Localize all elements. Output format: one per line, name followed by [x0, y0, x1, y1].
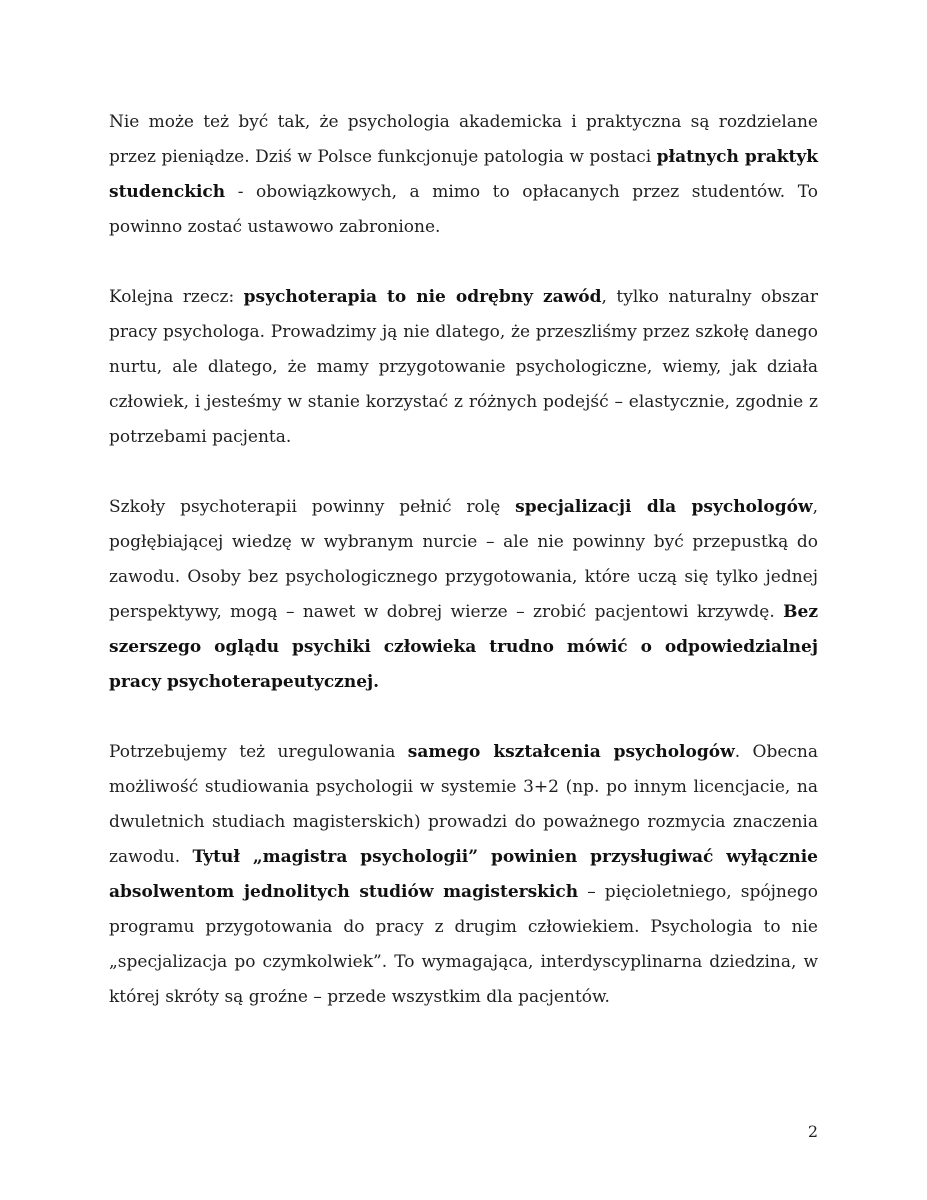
paragraph-4 — [109, 735, 818, 1015]
bold-text-run: psychoterapia to nie odrębny zawód — [243, 287, 602, 307]
text-run: Szkoły psychoterapii powinny pełnić rolę — [109, 497, 516, 517]
paragraph-3 — [109, 490, 818, 700]
document-body — [109, 105, 818, 1050]
bold-text-run: samego kształcenia psychologów — [407, 742, 735, 762]
text-run: , tylko naturalny obszar pracy psychologa. Prowadzimy ją nie dlatego, że przeszliśmy przez szkołę danego nurtu, ale dlatego, że mamy przygotowanie psychologiczne, wiemy, jak działa człowiek, i jesteśmy w stanie korzystać z różnych podejść – elastycznie, zgodnie z potrzebami pacjenta. — [109, 287, 818, 447]
bold-text-run: Bez szerszego oglądu psychiki człowieka trudno mówić o odpowiedzialnej pracy psychoterapeutycznej. — [109, 602, 818, 692]
text-run: Kolejna rzecz: — [109, 287, 244, 307]
paragraph-2 — [109, 280, 818, 455]
text-run: Potrzebujemy też uregulowania — [109, 742, 408, 762]
text-run: – pięcioletniego, spójnego programu przygotowania do pracy z drugim człowiekiem. Psychologia to nie „specjalizacja po czymkolwiek”. To wymagająca, interdyscyplinarna dziedzina, w której skróty są groźne – przede wszystkim dla pacjentów. — [109, 882, 818, 1007]
bold-text-run: specjalizacji dla psychologów — [515, 497, 813, 517]
page-number: 2 — [807, 1122, 818, 1141]
text-run: Nie może też być tak, że psychologia akademicka i praktyczna są rozdzielane przez pieniądze. Dziś w Polsce funkcjonuje patologia w postaci — [109, 112, 818, 167]
paragraph-1 — [109, 105, 818, 245]
text-run: - obowiązkowych, a mimo to opłacanych przez studentów. To powinno zostać ustawowo zabronione. — [109, 182, 818, 237]
text-run: , pogłębiającej wiedzę w wybranym nurcie – ale nie powinny być przepustką do zawodu. Osoby bez psychologicznego przygotowania, które uczą się tylko jednej perspektywy, mogą – nawet w dobrej wierze – zrobić pacjentowi krzywdę. — [109, 497, 818, 622]
bold-text-run: Tytuł „magistra psychologii” powinien przysługiwać wyłącznie absolwentom jednolitych studiów magisterskich — [109, 847, 818, 902]
text-run: . Obecna możliwość studiowania psychologii w systemie 3+2 (np. po innym licencjacie, na dwuletnich studiach magisterskich) prowadzi do poważnego rozmycia znaczenia zawodu. — [109, 742, 819, 867]
bold-text-run: płatnych praktyk studenckich — [109, 147, 819, 202]
